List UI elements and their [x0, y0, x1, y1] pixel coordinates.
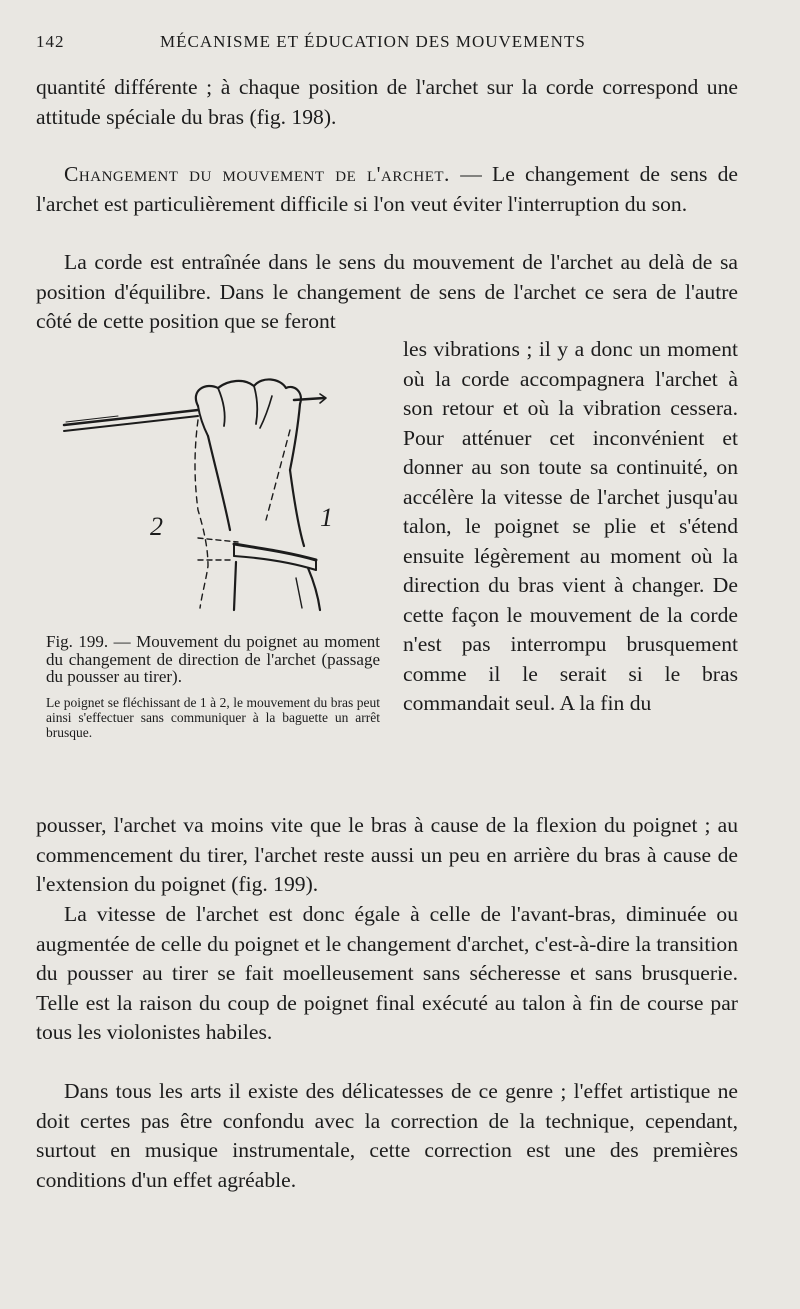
- page-number: 142: [36, 32, 65, 51]
- paragraph-3-bottom: pousser, l'archet va moins vite que le bras à cause de la flexion du poignet ; au commencement du tirer, l'archet reste aussi un peu en arrière du bras à cause de l'extension du poignet (fig. 199).: [36, 813, 738, 896]
- running-header: [36, 32, 736, 56]
- running-title: MÉCANISME ET ÉDUCATION DES MOUVEMENTS: [160, 32, 586, 51]
- paragraph-3-top: La corde est entraînée dans le sens du mouvement de l'archet au delà de sa position d'équilibre. Dans le changement de sens de l'archet ce sera de l'autre côté de cette position que se feront: [36, 250, 738, 333]
- section-heading: Changement du mouvement de l'archet.: [64, 162, 450, 186]
- paragraph-5: Dans tous les arts il existe des délicatesses de ce genre ; l'effet artistique ne doit certes pas être confondu avec la correction de la technique, cependant, surtout en musique instrumentale, cette correction est une des premières conditions d'un effet agréable.: [36, 1079, 738, 1192]
- caption-title: Fig. 199. — Mouvement du poignet au moment du changement de direction de l'archet (passage du pousser au tirer).: [46, 632, 380, 686]
- paragraph-2-text: — Le changement de sens de l'archet est particulièrement difficile si l'on veut éviter l'interruption du son.: [36, 162, 739, 216]
- dashed-position-2: [195, 420, 208, 608]
- bow-tip: [294, 398, 324, 400]
- hand-outline: [196, 379, 301, 470]
- paragraph-4: La vitesse de l'archet est donc égale à celle de l'avant-bras, diminuée ou augmentée de celle du poignet et le changement d'archet, c'est-à-dire la transition du pousser au tirer se fait moelleusement sans sécheresse et sans brusquerie. Telle est la raison du coup de poignet final exécuté au talon à fin de course par tous les violonistes habiles.: [36, 902, 738, 1044]
- paragraph-2: [36, 160, 738, 219]
- figure-caption: [46, 633, 380, 740]
- figure-label-2: 2: [150, 512, 163, 541]
- figure-199: [58, 370, 358, 620]
- caption-note: Le poignet se fléchissant de 1 à 2, le mouvement du bras peut ainsi s'effectuer sans communiquer à la baguette un arrêt brusque.: [46, 694, 380, 740]
- figure-label-1: 1: [320, 503, 333, 532]
- paragraph-3-side-column: les vibrations ; il y a donc un moment où la corde accompagnera l'archet à son retour et où la vibration cessera. Pour atténuer cet inconvénient et donner au son toute sa continuité, on accélère la vitesse de l'archet jusqu'au talon, le poignet se plie et s'étend ensuite légèrement au moment où la direction du bras vient à changer. De cette façon le mouvement de la corde n'est pas interrompu brusquement comme il le serait si le bras commandait seul. A la fin du: [403, 337, 738, 715]
- hand-bow-illustration: [58, 370, 358, 620]
- paragraph-1: quantité différente ; à chaque position de l'archet sur la corde correspond une attitude spéciale du bras (fig. 198).: [36, 75, 738, 129]
